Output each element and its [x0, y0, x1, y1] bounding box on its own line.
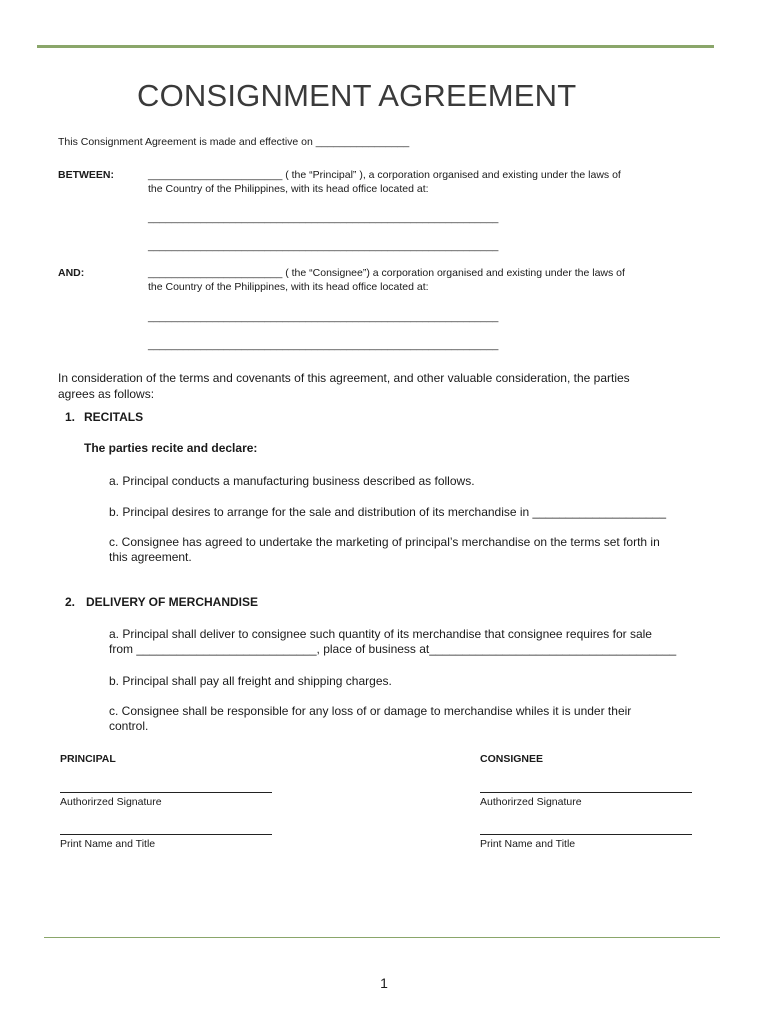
delivery-c-line-1: c. Consignee shall be responsible for any loss of or damage to merchandise whiles it is under their [109, 704, 632, 718]
top-rule [37, 45, 714, 48]
section-1-heading: RECITALS [84, 410, 144, 424]
consignee-address-line-1: ____________________________________________________________ [148, 311, 499, 323]
delivery-b: b. Principal shall pay all freight and shipping charges. [109, 674, 392, 688]
section-1-subheading: The parties recite and declare: [84, 441, 258, 455]
intro-line: This Consignment Agreement is made and effective on ________________ [58, 136, 410, 148]
consignee-description: ( the “Consignee”) a corporation organised and existing under the laws of [282, 267, 625, 279]
recital-b: b. Principal desires to arrange for the sale and distribution of its merchandise in ____________________ [109, 505, 667, 519]
section-2-number: 2. [65, 595, 76, 609]
section-2-heading: DELIVERY OF MERCHANDISE [86, 595, 259, 609]
between-line-2: the Country of the Philippines, with its head office located at: [148, 183, 429, 195]
document-title: CONSIGNMENT AGREEMENT [137, 78, 577, 113]
recital-a: a. Principal conducts a manufacturing business described as follows. [109, 474, 475, 488]
principal-address-line-2: ____________________________________________________________ [148, 240, 499, 252]
recital-c-line-2: this agreement. [109, 550, 192, 564]
principal-name-line [60, 834, 272, 835]
and-label: AND: [58, 267, 85, 279]
and-line-1 [148, 267, 625, 279]
consignee-label: CONSIGNEE [480, 753, 544, 765]
bottom-rule [44, 937, 720, 938]
delivery-a-line-1: a. Principal shall deliver to consignee such quantity of its merchandise that consignee requires for sale [109, 627, 652, 641]
principal-name-blank: _______________________ [148, 169, 283, 181]
principal-description: ( the “Principal” ), a corporation organised and existing under the laws of [282, 169, 621, 181]
delivery-a-line-2: from ___________________________, place of business at_____________________________________ [109, 642, 677, 656]
consignee-address-line-2: ____________________________________________________________ [148, 339, 499, 351]
principal-print-name: Print Name and Title [60, 838, 156, 850]
principal-authorized-signature: Authorirzed Signature [60, 796, 162, 808]
and-line-2: the Country of the Philippines, with its head office located at: [148, 281, 429, 293]
principal-label: PRINCIPAL [60, 753, 116, 765]
consignee-authorized-signature: Authorirzed Signature [480, 796, 582, 808]
section-1-number: 1. [65, 410, 76, 424]
principal-signature-line [60, 792, 272, 793]
between-label: BETWEEN: [58, 169, 114, 181]
delivery-c-line-2: control. [109, 719, 149, 733]
between-line-1 [148, 169, 621, 181]
consideration-line-1: In consideration of the terms and covenants of this agreement, and other valuable consideration, the parties [58, 371, 630, 385]
consignee-name-line [480, 834, 692, 835]
page-number: 1 [380, 975, 388, 991]
consignee-print-name: Print Name and Title [480, 838, 576, 850]
consignee-name-blank: _______________________ [148, 267, 283, 279]
principal-address-line-1: ____________________________________________________________ [148, 212, 499, 224]
consignee-signature-line [480, 792, 692, 793]
recital-c-line-1: c. Consignee has agreed to undertake the marketing of principal’s merchandise on the terms set forth in [109, 535, 660, 549]
consideration-line-2: agrees as follows: [58, 387, 155, 401]
